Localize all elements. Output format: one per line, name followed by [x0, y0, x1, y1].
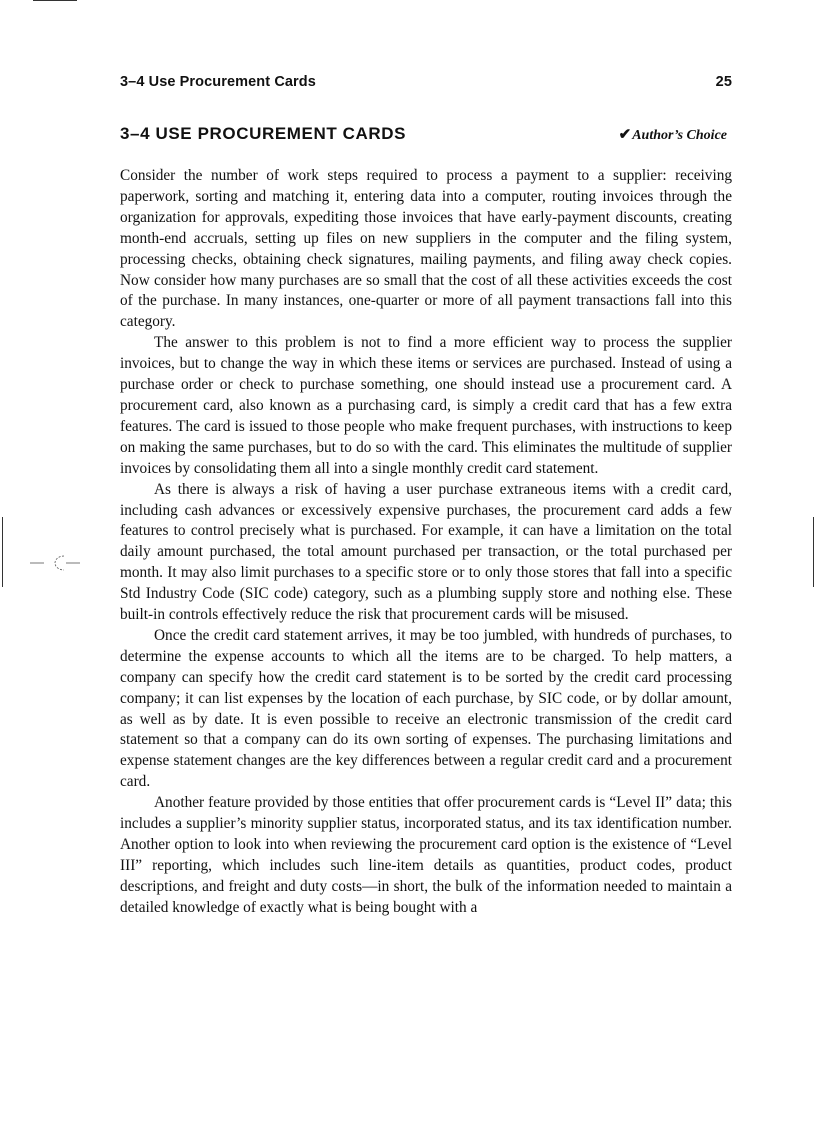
paragraph: Once the credit card statement arrives, it may be too jumbled, with hundreds of purchases, to determine the expense accounts to which all the items are to be charged. To help matters, a company can specify how the credit card statement is to be sorted by the credit card processing company; it can list expenses by the location of each purchase, by SIC code, or by dollar amount, as well as by date. It is even possible to receive an electronic transmission of the credit card statement so that a company can do its own sorting of expenses. The purchasing limitations and expense statement changes are the key differences between a regular credit card and a procurement card. — [120, 626, 732, 791]
authors-choice-label: Author’s Choice — [632, 128, 727, 143]
paragraph: The answer to this problem is not to find a more efficient way to process the supplier invoices, but to change the way in which these items or services are purchased. Instead of using a purchase order or check to purchase something, one should instead use a procurement card. A procurement card, also known as a purchasing card, is simply a credit card that has a few extra features. The card is issued to those people who make frequent purchases, with instructions to keep on making the same purchases, but to do so with the card. This eliminates the multitude of supplier invoices by consolidating them all into a single monthly credit card statement. — [120, 334, 732, 477]
authors-choice-badge — [619, 125, 727, 144]
crop-mark-top — [33, 0, 77, 1]
registration-mark-icon — [30, 551, 80, 575]
section-heading — [120, 124, 732, 144]
section-title: 3–4 USE PROCUREMENT CARDS — [120, 124, 407, 143]
crop-mark-right — [813, 517, 814, 587]
checkmark-icon: ✔ — [618, 127, 632, 143]
page-number: 25 — [715, 74, 732, 90]
body-text — [120, 166, 732, 919]
paragraph: As there is always a risk of having a user purchase extraneous items with a credit card, including cash advances or excessively expensive purchases, the procurement card adds a few features to control precisely what is purchased. For example, it can have a limitation on the total daily amount purchased, the total amount purchased per transaction, or the total purchased per month. It may also limit purchases to a specific store or to only those stores that fall into a specific Std Industry Code (SIC code) category, such as a plumbing supply store and nothing else. These built-in controls effectively reduce the risk that procurement cards will be misused. — [120, 480, 732, 624]
paragraph: Another feature provided by those entities that offer procurement cards is “Level II” data; this includes a supplier’s minority supplier status, incorporated status, and its tax identification number. Another option to look into when reviewing the procurement card option is the existence of “Level III” reporting, which includes such line-item details as quantities, product codes, product descriptions, and freight and duty costs—in short, the bulk of the information needed to maintain a detailed knowledge of exactly what is being bought with a — [120, 794, 732, 916]
crop-mark-left — [2, 517, 3, 587]
running-head-title: 3–4 Use Procurement Cards — [120, 74, 316, 90]
running-head — [120, 74, 732, 90]
paragraph: Consider the number of work steps required to process a payment to a supplier: receiving paperwork, sorting and matching it, entering data into a computer, routing invoices through the organization for approvals, expediting those invoices that have early-payment discounts, creating month-end accruals, setting up files on new suppliers in the computer and the filing system, processing checks, obtaining check signatures, mailing payments, and filing away check copies. Now consider how many purchases are so small that the cost of all these activities exceeds the cost of the purchase. In many instances, one-quarter or more of all payment transactions fall into this category. — [120, 167, 732, 331]
